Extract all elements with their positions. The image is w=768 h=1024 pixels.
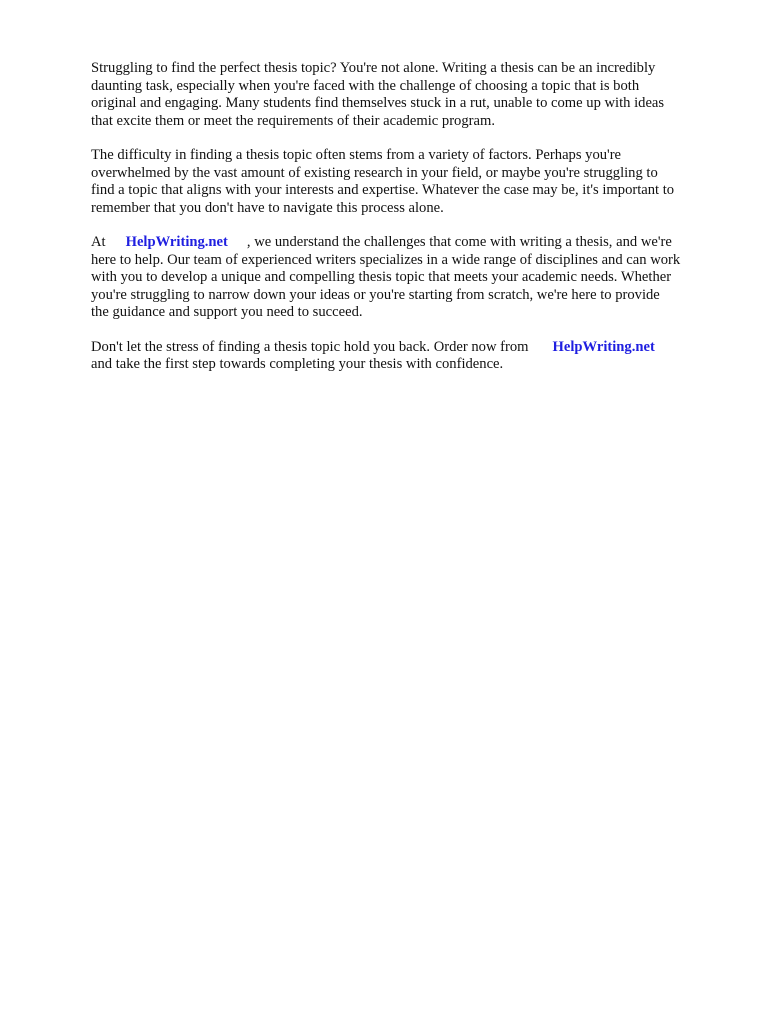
text-line: that excite them or meet the requirements of their academic program. <box>91 112 495 129</box>
text-line: The difficulty in finding a thesis topic often stems from a variety of factors. Perhaps you're <box>91 147 622 163</box>
helpwriting-link[interactable]: HelpWriting.net <box>125 234 228 250</box>
text-line: daunting task, especially when you're faced with the challenge of choosing a topic that is both <box>91 77 640 94</box>
paragraph-intro <box>91 60 723 130</box>
text-line: overwhelmed by the vast amount of existing research in your field, or maybe you're struggling to <box>91 164 658 181</box>
paragraph-service <box>91 234 723 322</box>
text-line: Struggling to find the perfect thesis topic? You're not alone. Writing a thesis can be an incredibly <box>91 60 656 76</box>
paragraph-call-to-action <box>91 339 723 374</box>
text-line: you're struggling to narrow down your ideas or you're starting from scratch, we're here to provide <box>91 286 660 303</box>
lead-text: Don't let the stress of finding a thesis topic hold you back. Order now from <box>91 338 529 355</box>
text-line <box>91 234 723 252</box>
document-body <box>91 60 723 391</box>
text-line: remember that you don't have to navigate this process alone. <box>91 199 444 216</box>
text-line: and take the first step towards completing your thesis with confidence. <box>91 356 504 372</box>
text-line: here to help. Our team of experienced writers specializes in a wide range of disciplines and can work <box>91 251 681 268</box>
paragraph-difficulty <box>91 147 723 217</box>
text-line: find a topic that aligns with your interests and expertise. Whatever the case may be, it's important to <box>91 182 675 198</box>
text-line: the guidance and support you need to succeed. <box>91 304 363 320</box>
text-line: with you to develop a unique and compelling thesis topic that meets your academic needs. Whether <box>91 269 672 285</box>
lead-text: At <box>91 234 106 250</box>
text-line: original and engaging. Many students find themselves stuck in a rut, unable to come up with ideas <box>91 95 665 111</box>
helpwriting-order-link[interactable]: HelpWriting.net <box>552 338 655 355</box>
text-line <box>91 339 723 357</box>
after-link-text: , we understand the challenges that come with writing a thesis, and we're <box>246 234 672 250</box>
